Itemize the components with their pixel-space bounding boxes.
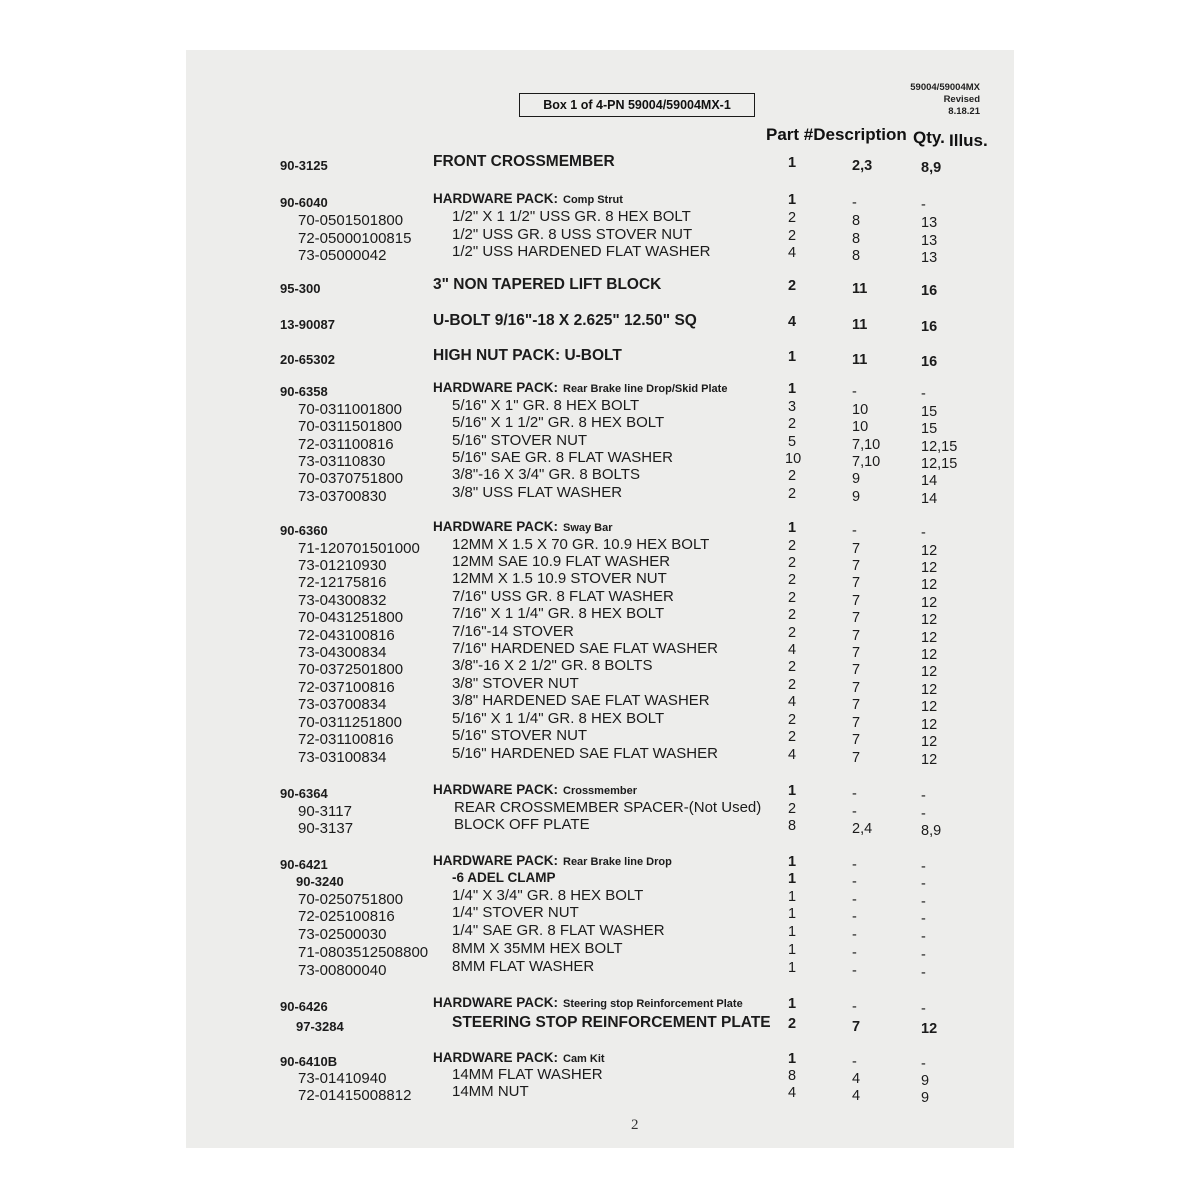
description-bold: -6 ADEL CLAMP: [452, 870, 556, 885]
description-ref: 2,3: [852, 158, 873, 174]
part-description: 5/16" STOVER NUT: [452, 432, 588, 449]
part-quantity: 2: [788, 210, 797, 226]
part-quantity: 4: [788, 245, 797, 261]
description-ref: -: [852, 963, 857, 979]
revision-note: [880, 82, 980, 118]
part-number: 73-00800040: [298, 962, 387, 979]
part-quantity: 1: [788, 520, 797, 536]
description-ref: 7: [852, 593, 861, 609]
description-ref: 7: [852, 732, 861, 748]
part-number: 73-03700830: [298, 488, 387, 505]
part-number: 95-300: [280, 281, 321, 296]
part-description: 1/2" USS HARDENED FLAT WASHER: [452, 243, 711, 260]
description-bold: 3" NON TAPERED LIFT BLOCK: [433, 276, 662, 293]
illustration-ref: 12: [921, 560, 938, 576]
description-ref: -: [852, 804, 857, 820]
description-ref: 11: [852, 352, 868, 368]
description-ref: 7: [852, 1019, 861, 1035]
part-number: 71-120701501000: [298, 540, 420, 557]
description-ref: 10: [852, 419, 869, 435]
illustration-ref: 14: [921, 473, 938, 489]
description-ref: 9: [852, 489, 861, 505]
part-quantity: 1: [788, 783, 797, 799]
illustration-ref: 13: [921, 233, 938, 249]
part-quantity: 4: [788, 694, 797, 710]
description-ref: 7: [852, 662, 861, 678]
part-number: 90-6426: [280, 999, 328, 1014]
description-ref: 7: [852, 628, 861, 644]
illustration-ref: -: [921, 386, 926, 402]
part-number: 90-6421: [280, 857, 328, 872]
part-description: 7/16"-14 STOVER: [452, 623, 574, 640]
part-description: [433, 312, 697, 329]
part-quantity: 1: [788, 906, 797, 922]
revision-line: Revised: [943, 94, 980, 105]
part-description: [433, 190, 623, 209]
part-quantity: 1: [788, 1051, 797, 1067]
part-number: 20-65302: [280, 352, 335, 367]
part-number: 90-6410B: [280, 1054, 338, 1069]
illustration-ref: 8,9: [921, 823, 942, 839]
part-quantity: 1: [788, 871, 797, 887]
part-number: 73-03100834: [298, 749, 387, 766]
part-quantity: 2: [788, 555, 797, 571]
part-quantity: 2: [788, 572, 797, 588]
part-quantity: 2: [788, 468, 797, 484]
illustration-ref: 12: [921, 612, 938, 628]
illustration-ref: 16: [921, 283, 938, 299]
illustration-ref: -: [921, 876, 926, 892]
part-description: [433, 276, 661, 293]
part-number: 97-3284: [296, 1019, 344, 1034]
part-number: 73-04300834: [298, 644, 387, 661]
part-number: 70-0250751800: [298, 891, 404, 908]
description-subtitle: Rear Brake line Drop/Skid Plate: [563, 383, 728, 395]
part-quantity: 2: [788, 1016, 797, 1032]
description-ref: -: [852, 786, 857, 802]
part-quantity: 2: [788, 712, 797, 728]
part-description: 1/4" X 3/4" GR. 8 HEX BOLT: [452, 887, 644, 904]
part-description: 14MM FLAT WASHER: [452, 1066, 603, 1083]
part-quantity: 2: [788, 625, 797, 641]
illustration-ref: 16: [921, 354, 938, 370]
part-description: 5/16" STOVER NUT: [452, 727, 588, 744]
illustration-ref: 14: [921, 491, 938, 507]
illustration-ref: 12: [921, 752, 938, 768]
part-quantity: 1: [788, 924, 797, 940]
description-ref: 8: [852, 248, 861, 264]
part-description: 8MM X 35MM HEX BOLT: [452, 940, 623, 957]
description-ref: 11: [852, 317, 868, 333]
part-number: 72-043100816: [298, 627, 395, 644]
description-ref: -: [852, 195, 857, 211]
illustration-ref: 12: [921, 664, 938, 680]
illustration-ref: 12: [921, 647, 938, 663]
part-description: 12MM SAE 10.9 FLAT WASHER: [452, 553, 671, 570]
part-number: 70-0372501800: [298, 661, 404, 678]
part-quantity: 2: [788, 278, 797, 294]
part-description: 5/16" X 1 1/4" GR. 8 HEX BOLT: [452, 710, 665, 727]
column-header-part-description: Part #Description: [766, 125, 907, 144]
part-quantity: 2: [788, 677, 797, 693]
description-ref: 7: [852, 645, 861, 661]
illustration-ref: -: [921, 947, 926, 963]
part-number: 73-01210930: [298, 557, 387, 574]
part-description: 5/16" X 1" GR. 8 HEX BOLT: [452, 397, 640, 414]
part-description: [433, 994, 743, 1013]
illustration-ref: 12,15: [921, 439, 958, 455]
part-number: 73-04300832: [298, 592, 387, 609]
part-description: 5/16" X 1 1/2" GR. 8 HEX BOLT: [452, 414, 665, 431]
part-number: 70-0311501800: [298, 418, 402, 435]
part-quantity: 1: [788, 854, 797, 870]
description-bold: HARDWARE PACK:: [433, 380, 558, 395]
description-ref: 10: [852, 402, 869, 418]
part-quantity: 2: [788, 228, 797, 244]
description-bold: HARDWARE PACK:: [433, 191, 558, 206]
part-description: 5/16" HARDENED SAE FLAT WASHER: [452, 745, 718, 762]
description-ref: -: [852, 999, 857, 1015]
part-description: 12MM X 1.5 X 70 GR. 10.9 HEX BOLT: [452, 536, 710, 553]
part-quantity: 4: [788, 314, 797, 330]
part-description: 3/8" USS FLAT WASHER: [452, 484, 623, 501]
description-bold: STEERING STOP REINFORCEMENT PLATE: [452, 1014, 771, 1031]
part-quantity: 4: [788, 642, 797, 658]
illustration-ref: 12: [921, 682, 938, 698]
description-ref: 7: [852, 715, 861, 731]
description-ref: -: [852, 857, 857, 873]
part-number: 72-01415008812: [298, 1087, 412, 1104]
part-quantity: 1: [788, 942, 797, 958]
description-ref: -: [852, 909, 857, 925]
description-subtitle: Cam Kit: [563, 1053, 605, 1065]
part-description: 7/16" X 1 1/4" GR. 8 HEX BOLT: [452, 605, 665, 622]
description-ref: -: [852, 927, 857, 943]
part-number: 90-3137: [298, 820, 354, 837]
part-description: 3/8"-16 X 2 1/2" GR. 8 BOLTS: [452, 657, 653, 674]
part-description: 8MM FLAT WASHER: [452, 958, 595, 975]
part-description: 1/2" X 1 1/2" USS GR. 8 HEX BOLT: [452, 208, 691, 225]
part-description: REAR CROSSMEMBER SPACER-(Not Used): [454, 799, 762, 816]
part-description: [433, 379, 727, 398]
part-quantity: 2: [788, 416, 797, 432]
description-ref: -: [852, 892, 857, 908]
illustration-ref: 12,15: [921, 456, 958, 472]
part-description: 7/16" USS GR. 8 FLAT WASHER: [452, 588, 674, 605]
part-quantity: 1: [788, 155, 797, 171]
revision-line: 59004/59004MX: [910, 82, 980, 93]
part-quantity: 8: [788, 818, 797, 834]
illustration-ref: -: [921, 525, 926, 541]
part-number: 90-6040: [280, 195, 328, 210]
part-number: 70-0311251800: [298, 714, 402, 731]
illustration-ref: -: [921, 806, 926, 822]
part-number: 73-03110830: [298, 453, 386, 470]
illustration-ref: 13: [921, 215, 938, 231]
description-ref: 7: [852, 680, 861, 696]
part-number: 72-037100816: [298, 679, 395, 696]
box-label: Box 1 of 4-PN 59004/59004MX-1: [519, 93, 755, 117]
description-subtitle: Comp Strut: [563, 194, 623, 206]
part-description: 3/8" STOVER NUT: [452, 675, 579, 692]
part-quantity: 10: [785, 451, 802, 467]
part-quantity: 1: [788, 996, 797, 1012]
description-ref: 4: [852, 1071, 861, 1087]
part-number: 90-6360: [280, 523, 328, 538]
part-number: 13-90087: [280, 317, 335, 332]
part-number: 90-3240: [296, 874, 344, 889]
illustration-ref: 9: [921, 1090, 930, 1106]
description-bold: HARDWARE PACK:: [433, 995, 558, 1010]
part-number: 70-0370751800: [298, 470, 404, 487]
description-subtitle: Crossmember: [563, 785, 637, 797]
illustration-ref: 12: [921, 630, 938, 646]
illustration-ref: 16: [921, 319, 938, 335]
part-number: 72-12175816: [298, 574, 387, 591]
illustration-ref: 12: [921, 734, 938, 750]
description-ref: 7: [852, 575, 861, 591]
part-description: [433, 347, 622, 364]
part-number: 90-6364: [280, 786, 328, 801]
description-subtitle: Sway Bar: [563, 522, 613, 534]
illustration-ref: 8,9: [921, 160, 942, 176]
description-bold: FRONT CROSSMEMBER: [433, 153, 615, 170]
part-quantity: 5: [788, 434, 797, 450]
part-number: 73-02500030: [298, 926, 387, 943]
part-number: 90-3125: [280, 158, 328, 173]
part-description: [433, 518, 613, 537]
part-number: 72-031100816: [298, 731, 394, 748]
illustration-ref: -: [921, 788, 926, 804]
description-subtitle: Rear Brake line Drop: [563, 856, 672, 868]
part-quantity: 1: [788, 889, 797, 905]
page-number: 2: [631, 1117, 639, 1133]
part-quantity: 4: [788, 747, 797, 763]
part-description: [452, 869, 556, 886]
description-ref: 7,10: [852, 454, 881, 470]
part-description: [433, 781, 637, 800]
part-number: 72-05000100815: [298, 230, 412, 247]
description-ref: -: [852, 945, 857, 961]
illustration-ref: 12: [921, 577, 938, 593]
illustration-ref: -: [921, 859, 926, 875]
illustration-ref: -: [921, 894, 926, 910]
illustration-ref: 13: [921, 250, 938, 266]
part-description: [452, 1014, 771, 1031]
part-number: 70-0311001800: [298, 401, 402, 418]
part-description: [433, 153, 615, 170]
part-quantity: 1: [788, 960, 797, 976]
illustration-ref: -: [921, 929, 926, 945]
description-bold: HARDWARE PACK:: [433, 519, 558, 534]
part-number: 73-03700834: [298, 696, 387, 713]
illustration-ref: -: [921, 911, 926, 927]
part-quantity: 2: [788, 590, 797, 606]
description-ref: -: [852, 874, 857, 890]
description-ref: 7,10: [852, 437, 881, 453]
part-number: 70-0431251800: [298, 609, 404, 626]
part-description: 1/4" STOVER NUT: [452, 904, 579, 921]
illustration-ref: 15: [921, 421, 938, 437]
part-description: 1/2" USS GR. 8 USS STOVER NUT: [452, 226, 693, 243]
part-description: 12MM X 1.5 10.9 STOVER NUT: [452, 570, 667, 587]
description-ref: 7: [852, 750, 861, 766]
part-quantity: 2: [788, 659, 797, 675]
part-quantity: 3: [788, 399, 797, 415]
part-quantity: 1: [788, 349, 797, 365]
part-number: 90-3117: [298, 803, 352, 820]
illustration-ref: 15: [921, 404, 938, 420]
part-quantity: 2: [788, 538, 797, 554]
illustration-ref: -: [921, 197, 926, 213]
description-ref: 8: [852, 213, 861, 229]
illustration-ref: -: [921, 1001, 926, 1017]
part-number: 71-0803512508800: [298, 944, 429, 961]
description-ref: 4: [852, 1088, 861, 1104]
part-number: 72-031100816: [298, 436, 394, 453]
part-number: 72-025100816: [298, 908, 395, 925]
description-ref: 8: [852, 231, 861, 247]
description-bold: U-BOLT 9/16"-18 X 2.625" 12.50" SQ: [433, 312, 697, 329]
description-bold: HARDWARE PACK:: [433, 853, 558, 868]
part-description: BLOCK OFF PLATE: [454, 816, 590, 833]
description-subtitle: Steering stop Reinforcement Plate: [563, 998, 743, 1010]
illustration-ref: 12: [921, 595, 938, 611]
part-quantity: 4: [788, 1085, 797, 1101]
part-quantity: 2: [788, 486, 797, 502]
part-quantity: 2: [788, 729, 797, 745]
part-description: 3/8" HARDENED SAE FLAT WASHER: [452, 692, 710, 709]
part-number: 73-01410940: [298, 1070, 387, 1087]
part-description: 3/8"-16 X 3/4" GR. 8 BOLTS: [452, 466, 640, 483]
part-number: 73-05000042: [298, 247, 387, 264]
description-bold: HIGH NUT PACK: U-BOLT: [433, 347, 622, 364]
part-number: 90-6358: [280, 384, 328, 399]
revision-line: 8.18.21: [948, 106, 980, 117]
description-ref: 7: [852, 558, 861, 574]
description-ref: 7: [852, 610, 861, 626]
description-ref: -: [852, 1054, 857, 1070]
part-description: 7/16" HARDENED SAE FLAT WASHER: [452, 640, 718, 657]
part-description: 1/4" SAE GR. 8 FLAT WASHER: [452, 922, 665, 939]
column-header-qty: Qty.: [913, 128, 945, 147]
illustration-ref: -: [921, 1056, 926, 1072]
illustration-ref: -: [921, 965, 926, 981]
illustration-ref: 12: [921, 543, 938, 559]
illustration-ref: 12: [921, 717, 938, 733]
part-quantity: 1: [788, 381, 797, 397]
description-ref: 7: [852, 541, 861, 557]
description-ref: 7: [852, 697, 861, 713]
part-number: 70-0501501800: [298, 212, 404, 229]
part-quantity: 2: [788, 801, 797, 817]
description-ref: -: [852, 384, 857, 400]
part-quantity: 8: [788, 1068, 797, 1084]
part-quantity: 2: [788, 607, 797, 623]
illustration-ref: 9: [921, 1073, 930, 1089]
description-bold: HARDWARE PACK:: [433, 782, 558, 797]
part-quantity: 1: [788, 192, 797, 208]
column-header-illus: Illus.: [949, 131, 988, 150]
description-ref: 11: [852, 281, 868, 297]
part-description: 5/16" SAE GR. 8 FLAT WASHER: [452, 449, 673, 466]
part-description: 14MM NUT: [452, 1083, 529, 1100]
description-ref: 9: [852, 471, 861, 487]
illustration-ref: 12: [921, 1021, 938, 1037]
description-ref: 2,4: [852, 821, 873, 837]
description-ref: -: [852, 523, 857, 539]
illustration-ref: 12: [921, 699, 938, 715]
description-bold: HARDWARE PACK:: [433, 1050, 558, 1065]
